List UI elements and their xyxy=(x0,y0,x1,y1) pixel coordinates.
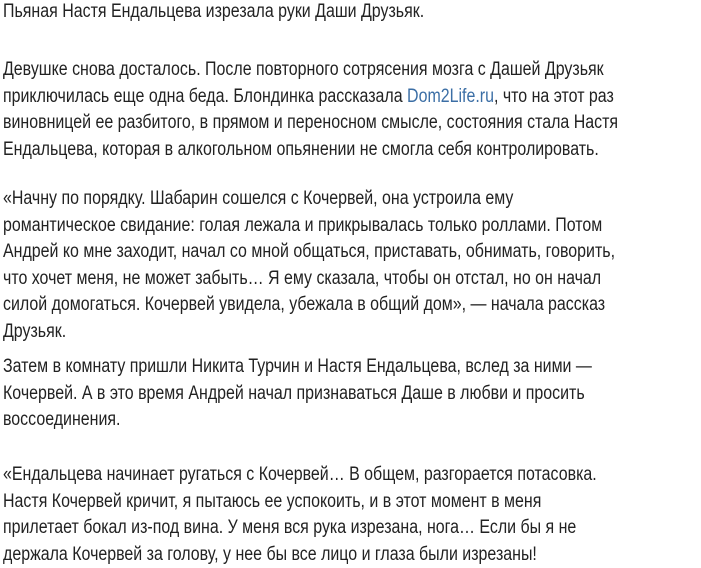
text-line: силой домогаться. Кочервей увидела, убежала в общий дом», — начала рассказ xyxy=(3,294,606,316)
paragraph-quote-2 xyxy=(3,462,692,568)
text-line: Друзьяк. xyxy=(3,320,67,342)
text-line: виновницей ее разбитого, в прямом и переносном смысле, состояния стала Настя xyxy=(3,112,619,134)
text-line: «Ендальцева начинает ругаться с Кочервей… В общем, разгорается потасовка. xyxy=(3,464,597,485)
source-link[interactable]: Dom2Life.ru xyxy=(407,85,494,107)
text-line: Ендальцева, которая в алкогольном опьянении не смогла себя контролировать. xyxy=(3,138,599,160)
text-line: Андрей ко мне заходит, начал со мной общаться, приставать, обнимать, говорить, xyxy=(3,241,616,263)
text-line xyxy=(3,84,692,111)
text-line: Затем в комнату пришли Никита Турчин и Настя Ендальцева, вслед за ними — xyxy=(3,356,592,377)
text-line: Настя Кочервей кричит, я пытаюсь ее успокоить, и в этот момент в меня xyxy=(3,490,542,512)
paragraph-narration xyxy=(3,354,692,434)
text-line: прилетает бокал из-под вина. У меня вся рука изрезана, нога… Если бы я не xyxy=(3,517,577,539)
text-line: что хочет меня, не может забыть… Я ему сказала, чтобы он отстал, но он начал xyxy=(3,267,602,289)
text-line: держала Кочервей за голову, у нее бы все лицо и глаза были изрезаны! xyxy=(3,543,537,565)
text-segment: , что на этот раз xyxy=(493,85,614,107)
paragraph-quote-1 xyxy=(3,186,692,346)
text-line: Кочервей. А в это время Андрей начал признаваться Даше в любви и просить xyxy=(3,382,585,404)
paragraph-intro xyxy=(3,57,692,163)
text-line: «Начну по порядку. Шабарин сошелся с Кочервей, она устроила ему xyxy=(3,188,514,209)
text-line: романтическое свидание: голая лежала и прикрывалась только роллами. Потом xyxy=(3,214,603,236)
text-line: воссоединения. xyxy=(3,409,121,431)
article-title xyxy=(3,0,692,26)
title-text: Пьяная Настя Ендальцева изрезала руки Даши Друзьяк. xyxy=(3,1,425,22)
text-line: Девушке снова досталось. После повторного сотрясения мозга с Дашей Друзьяк xyxy=(3,59,604,80)
text-segment: приключилась еще одна беда. Блондинка рассказала xyxy=(3,85,408,107)
